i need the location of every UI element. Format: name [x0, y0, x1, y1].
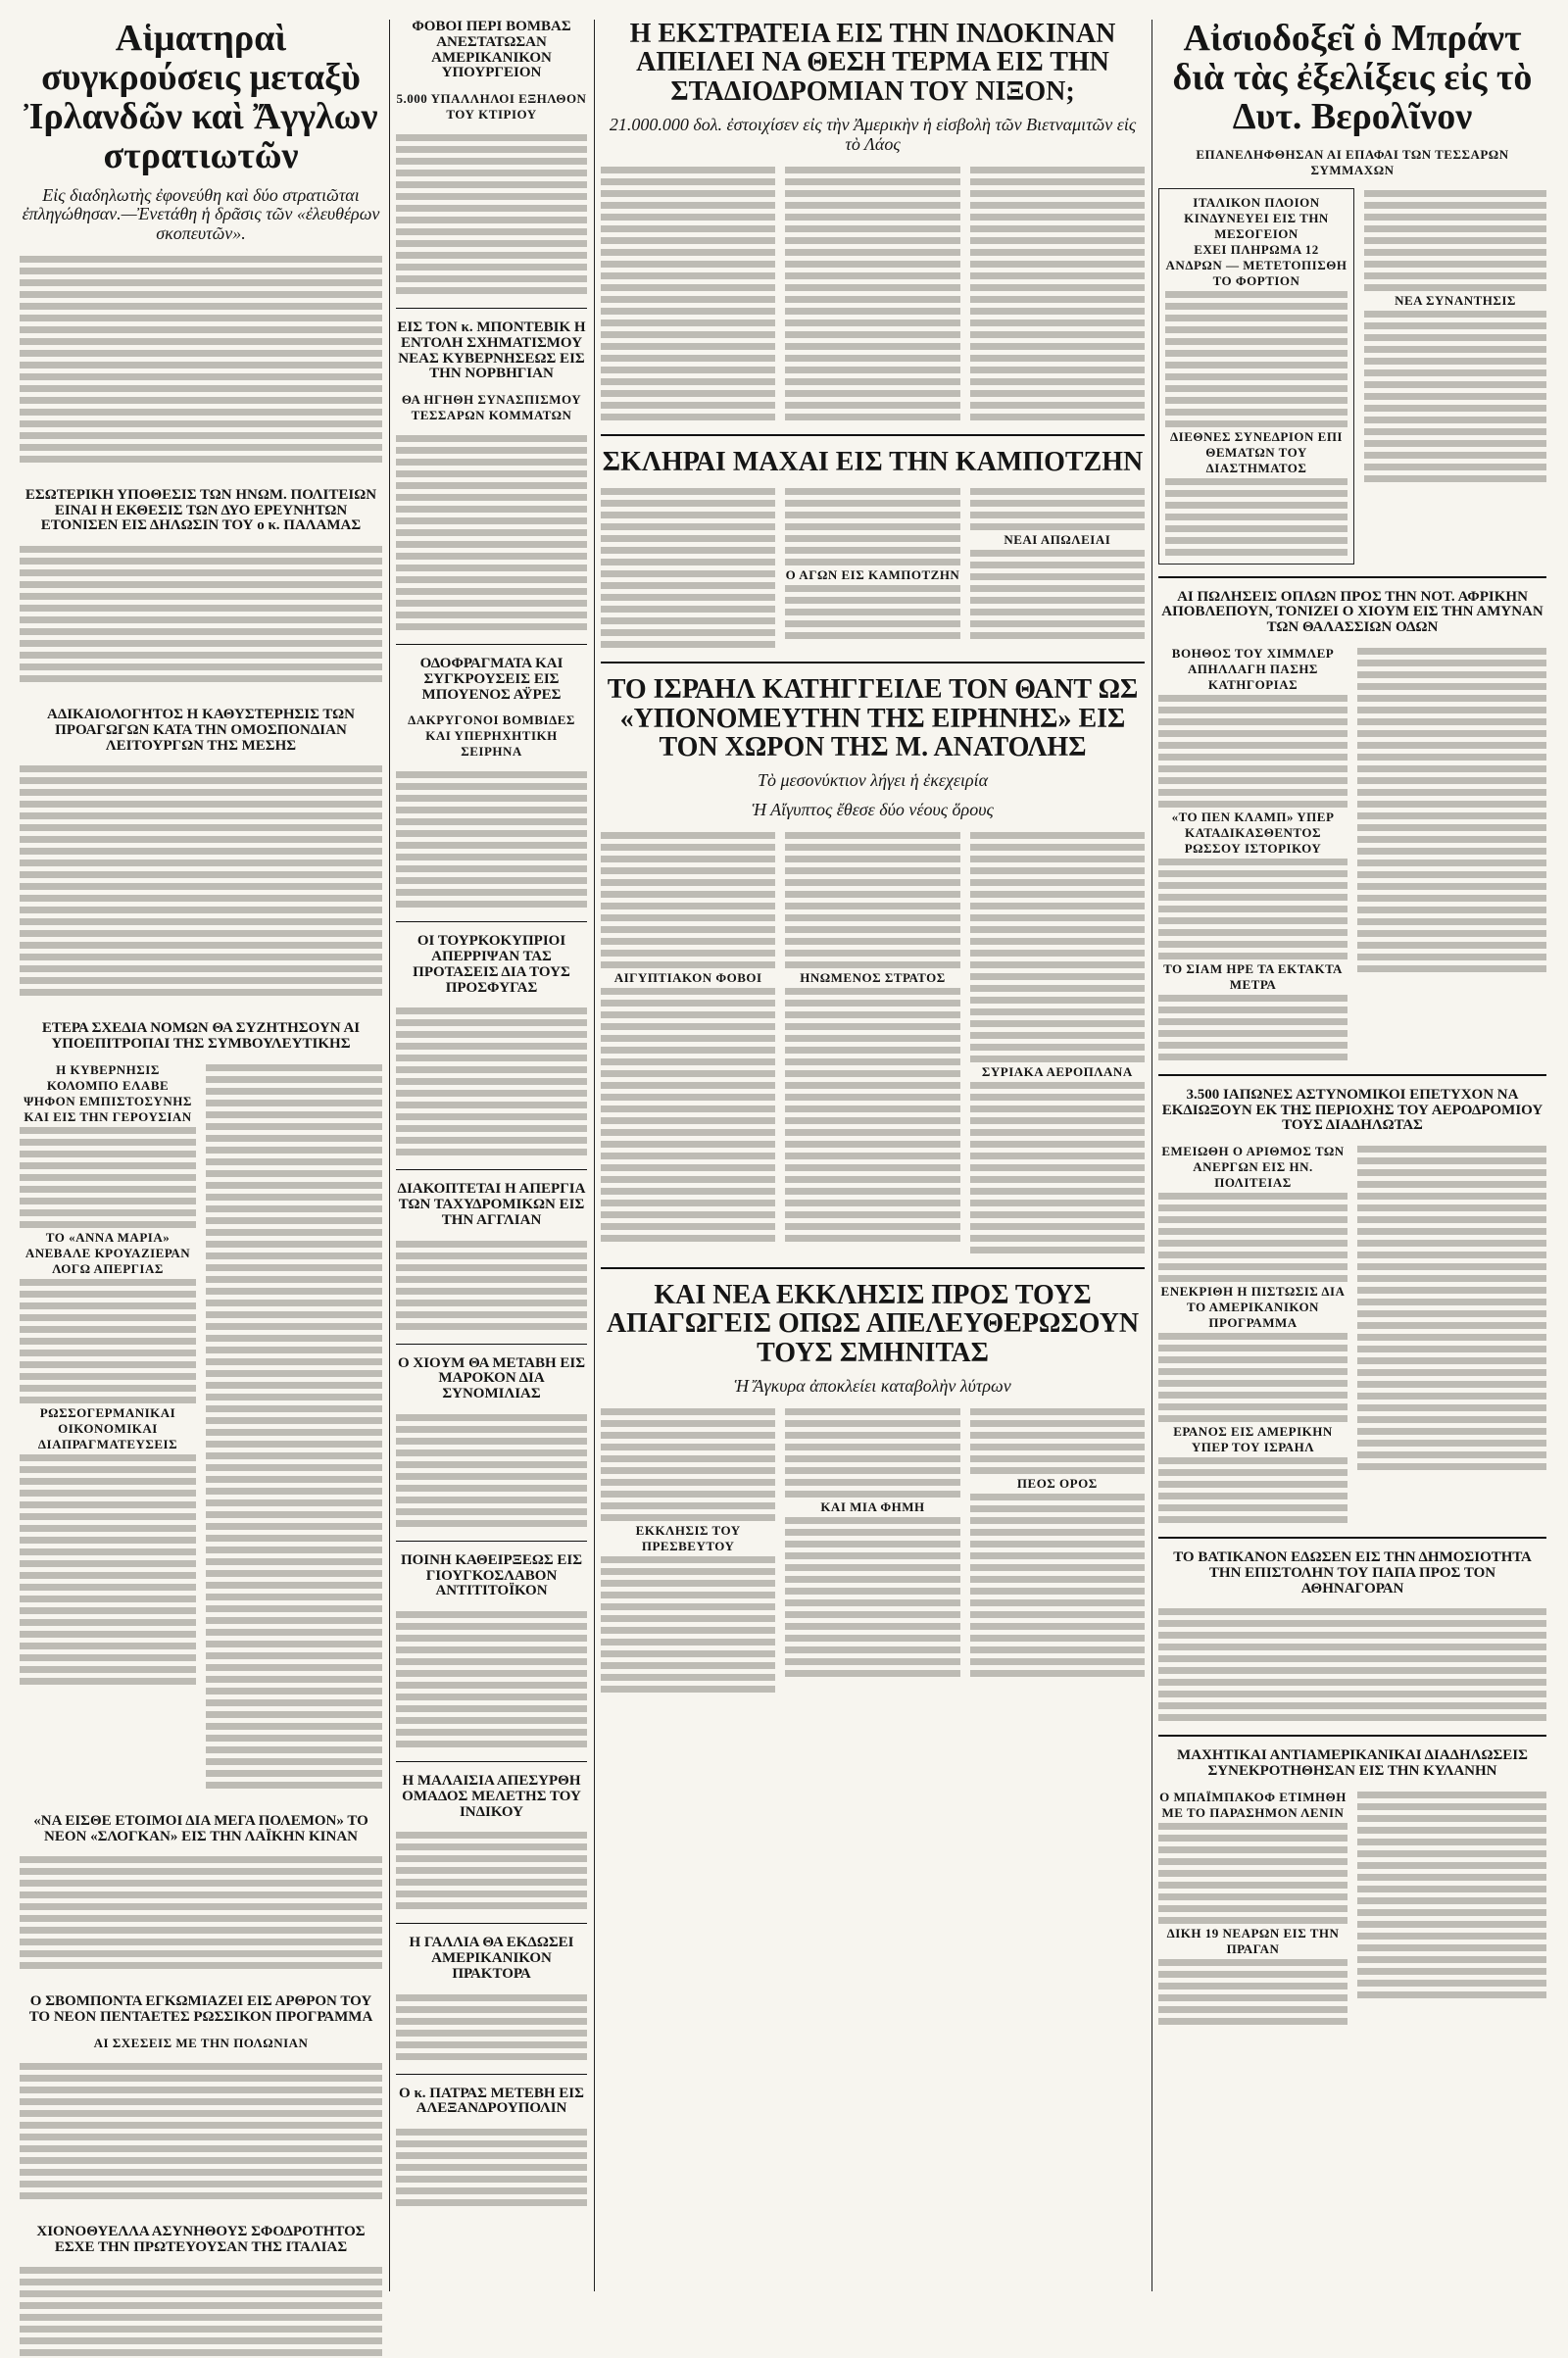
article-body [785, 1515, 959, 1679]
article-body [20, 1452, 196, 1687]
headline-bomb-scare: ΦΟΒΟΙ ΠΕΡΙ ΒΟΜΒΑΣ ΑΝΕΣΤΑΤΩΣΑΝ ΑΜΕΡΙΚΑΝΙΚΟΝ ΥΠΟΥΡΓΕΙΟΝ [412, 19, 571, 81]
article-body [1158, 1455, 1348, 1525]
article-body [785, 1406, 959, 1499]
article-body [396, 1239, 587, 1332]
headline-buenos-aires: ΟΔΟΦΡΑΓΜΑΤΑ ΚΑΙ ΣΥΓΚΡΟΥΣΕΙΣ ΕΙΣ ΜΠΟΥΕΝΟΣ ΑΫΡΕΣ [419, 656, 564, 703]
article-body [20, 1277, 196, 1405]
article-body [1158, 1957, 1348, 2027]
article-body [1158, 1606, 1546, 1723]
headline-baibakov-honored: Ο ΜΠΑΪΜΠΑΚΟΦ ΕΤΙΜΗΘΗ ΜΕ ΤΟ ΠΑΡΑΣΗΜΟΝ ΛΕΝΙΝ [1159, 1789, 1347, 1820]
headline-pen-club: «ΤΟ ΠΕΝ ΚΛΑΜΠ» ΥΠΕΡ ΚΑΤΑΔΙΚΑΣΘΕΝΤΟΣ ΡΩΣΣΟΥ ΙΣΤΟΡΙΚΟΥ [1171, 809, 1335, 856]
headline-egyptian-fears: ΑΙΓΥΠΤΙΑΚΟΝ ΦΟΒΟΙ [613, 969, 762, 985]
headline-colombo-vote: Η ΚΥΒΕΡΝΗΣΙΣ ΚΟΛΟΜΠΟ ΕΛΑΒΕ ΨΗΦΟΝ ΕΜΠΙΣΤΟΣΥΝΗΣ ΚΑΙ ΕΙΣ ΤΗΝ ΓΕΡΟΥΣΙΑΝ [24, 1061, 192, 1124]
headline-home-morocco: Ο ΧΙΟΥΜ ΘΑ ΜΕΤΑΒΗ ΕΙΣ ΜΑΡΟΚΟΝ ΔΙΑ ΣΥΝΟΜΙΛΙΑΣ [397, 1354, 586, 1401]
article-body [20, 2061, 382, 2201]
article-body [785, 583, 959, 641]
article-body [970, 486, 1145, 532]
article-body [1364, 309, 1546, 484]
headline-vatican-letter: ΤΟ ΒΑΤΙΚΑΝΟΝ ΕΔΩΣΕΝ ΕΙΣ ΤΗΝ ΔΗΜΟΣΙΟΤΗΤΑ ΤΗΝ ΕΠΙΣΤΟΛΗΝ ΤΟΥ ΠΑΠΑ ΠΡΟΣ ΤΟΝ ΑΘΗΝΑΓΟΡΑΝ [1173, 1549, 1532, 1597]
article-body [396, 2127, 587, 2208]
headline-siam-measures: ΤΟ ΣΙΑΜ ΗΡΕ ΤΑ ΕΚΤΑΚΤΑ ΜΕΤΡΑ [1163, 960, 1343, 992]
article-body [1158, 857, 1348, 961]
headline-malaysia-study-group: Η ΜΑΛΑΙΣΙΑ ΑΠΕΣΥΡΘΗ ΟΜΑΔΟΣ ΜΕΛΕΤΗΣ ΤΟΥ ΙΝΔΙΚΟΥ [402, 1773, 581, 1820]
headline-turkish-cypriots: ΟΙ ΤΟΥΡΚΟΚΥΠΡΙΟΙ ΑΠΕΡΡΙΨΑΝ ΤΑΣ ΠΡΟΤΑΣΕΙΣ ΔΙΑ ΤΟΥΣ ΠΡΟΣΦΥΓΑΣ [413, 933, 570, 996]
article-body [396, 769, 587, 909]
headline-us-report: ΕΣΩΤΕΡΙΚΗ ΥΠΟΘΕΣΙΣ ΤΩΝ ΗΝΩΜ. ΠΟΛΙΤΕΙΩΝ ΕΙΝΑΙ Η ΕΚΘΕΣΙΣ ΤΩΝ ΔΥΟ ΕΡΕΥΝΗΤΩΝ ΕΤΟΝΙΣΕΝ ΕΙΣ ΔΗΛΩΣΙΝ ΤΟΥ ο κ. ΠΑΛΑΜΑΣ [24, 486, 377, 534]
article-body [1364, 188, 1546, 293]
headline-postal-strike: ΔΙΑΚΟΠΤΕΤΑΙ Η ΑΠΕΡΓΙΑ ΤΩΝ ΤΑΧΥΔΡΟΜΙΚΩΝ ΕΙΣ ΤΗΝ ΑΓΓΛΙΑΝ [397, 1181, 586, 1228]
headline-credit-approved: ΕΝΕΚΡΙΘΗ Η ΠΙΣΤΩΣΙΣ ΔΙΑ ΤΟ ΑΜΕΡΙΚΑΝΙΚΟΝ ΠΡΟΓΡΑΜΜΑ [1160, 1284, 1346, 1331]
article-body [1357, 1790, 1546, 2027]
article-body [1165, 476, 1348, 558]
headline-new-losses: ΝΕΑΙ ΑΠΩΛΕΙΑΙ [1004, 532, 1111, 548]
subheadline-ceasefire: Τὸ μεσονύκτιον λήγει ἡ ἐκεχειρία [757, 770, 989, 791]
article-body [1158, 1331, 1348, 1424]
headline-space-congress: ΔΙΕΘΝΕΣ ΣΥΝΕΔΡΙΟΝ ΕΠΙ ΘΕΜΑΤΩΝ ΤΟΥ ΔΙΑΣΤΗΜΑΤΟΣ [1170, 428, 1343, 475]
article-body [20, 763, 382, 998]
headline-new-term: ΠΕΟΣ ΟΡΟΣ [1016, 1475, 1098, 1491]
article-body [1158, 693, 1348, 810]
headline-brandt-berlin: Αἰσιοδοξεῖ ὁ Μπράντ διὰ τὰς ἐξελίξεις εἰς τὸ Δυτ. Βερολῖνον [1172, 18, 1533, 137]
article-body [785, 830, 959, 970]
headline-france-extradition: Η ΓΑΛΛΙΑ ΘΑ ΕΚΔΩΣΕΙ ΑΜΕΡΙΚΑΝΙΚΟΝ ΠΡΑΚΤΟΡΑ [409, 1935, 574, 1982]
headline-prague-trial: ΔΙΚΗ 19 ΝΕΑΡΩΝ ΕΙΣ ΤΗΝ ΠΡΑΓΑΝ [1166, 1925, 1340, 1956]
article-body [396, 433, 587, 632]
headline-rome-snowstorm: ΧΙΟΝΟΘΥΕΛΛΑ ΑΣΥΝΗΘΟΥΣ ΣΦΟΔΡΟΤΗΤΟΣ ΕΣΧΕ ΤΗΝ ΠΡΩΤΕΥΟΥΣΑΝ ΤΗΣ ΙΤΑΛΙΑΣ [36, 2223, 366, 2255]
article-body [970, 1406, 1145, 1476]
article-body [1165, 289, 1348, 429]
article-body [785, 986, 959, 1244]
headline-anna-maria: ΤΟ «ΑΝΝΑ ΜΑΡΙΑ» ΑΝΕΒΑΛΕ ΚΡΟΥΑΖΙΕΡΑΝ ΛΟΓΩ ΑΠΕΡΓΙΑΣ [24, 1229, 191, 1276]
article-body [601, 165, 775, 422]
article-body [20, 1125, 196, 1230]
headline-yugoslav-sentence: ΠΟΙΝΗ ΚΑΘΕΙΡΞΕΩΣ ΕΙΣ ΓΙΟΥΓΚΟΣΛΑΒΟΝ ΑΝΤΙΤΙΤΟΪΚΟΝ [400, 1551, 583, 1599]
newspaper-page [20, 20, 1548, 2291]
headline-japan-police: 3.500 ΙΑΠΩΝΕΣ ΑΣΤΥΝΟΜΙΚΟΙ ΕΠΕΤΥΧΟΝ ΝΑ ΕΚΔΙΩΞΟΥΝ ΕΚ ΤΗΣ ΠΕΡΙΟΧΗΣ ΤΟΥ ΑΕΡΟΔΡΟΜΙΟΥ ΤΟΥΣ ΔΙΑΔΗΛΩΤΑΣ [1161, 1086, 1544, 1134]
article-body [970, 548, 1145, 641]
headline-united-army: ΗΝΩΜΕΝΟΣ ΣΤΡΑΤΟΣ [800, 969, 946, 985]
headline-cambodia-struggle: Ο ΑΓΩΝ ΕΙΣ ΚΑΜΠΟΤΖΗΝ [785, 567, 960, 583]
article-body [396, 132, 587, 296]
article-body [601, 1406, 775, 1523]
subheadline-bomb-scare: 5.000 ΥΠΑΛΛΗΛΟΙ ΕΞΗΛΘΟΝ ΤΟΥ ΚΤΙΡΙΟΥ [396, 91, 587, 122]
column-1 [20, 20, 382, 2291]
subheadline-norway-coalition: ΘΑ ΗΓΗΘΗ ΣΥΝΑΣΠΙΣΜΟΥ ΤΕΣΣΑΡΩΝ ΚΟΜΜΑΤΩΝ [401, 392, 582, 422]
article-body [206, 1062, 382, 1791]
article-body [1158, 1821, 1348, 1926]
column-2 [396, 20, 587, 2291]
article-body [20, 2265, 382, 2358]
headline-russo-german: ΡΩΣΣΟΓΕΡΜΑΝΙΚΑΙ ΟΙΚΟΝΟΜΙΚΑΙ ΔΙΑΠΡΑΓΜΑΤΕΥΣΕΙΣ [37, 1404, 178, 1451]
headline-promotions-delay: ΑΔΙΚΑΙΟΛΟΓΗΤΟΣ Η ΚΑΘΥΣΤΕΡΗΣΙΣ ΤΩΝ ΠΡΟΑΓΩΓΩΝ ΚΑΤΑ ΤΗΝ ΟΜΟΣΠΟΝΔΙΑΝ ΛΕΙΤΟΥΡΓΩΝ ΤΗΣ ΜΕΣΗΣ [46, 707, 355, 754]
headline-israel-thant: ΤΟ ΙΣΡΑΗΛ ΚΑΤΗΓΓΕΙΛΕ ΤΟΝ ΘΑΝΤ ΩΣ «ΥΠΟΝΟΜΕΥΤΗΝ ΤΗΣ ΕΙΡΗΝΗΣ» ΕΙΣ ΤΟΝ ΧΩΡΟΝ ΤΗΣ Μ. ΑΝΑΤΟΛΗΣ [607, 674, 1139, 762]
column-3 [601, 20, 1145, 2291]
article-body [396, 1609, 587, 1749]
headline-cambodia-battles: ΣΚΛΗΡΑΙ ΜΑΧΑΙ ΕΙΣ ΤΗΝ ΚΑΜΠΟΤΖΗΝ [602, 446, 1144, 477]
subheadline-no-ransom: Ἡ Ἄγκυρα ἀποκλείει καταβολὴν λύτρων [734, 1376, 1011, 1397]
italian-ship-box [1158, 188, 1354, 565]
headline-patras-alexandroupolis: Ο κ. ΠΑΤΡΑΣ ΜΕΤΕΒΗ ΕΙΣ ΑΛΕΞΑΝΔΡΟΥΠΟΛΙΝ [399, 2085, 584, 2117]
headline-anti-american-demos: ΜΑΧΗΤΙΚΑΙ ΑΝΤΙΑΜΕΡΙΚΑΝΙΚΑΙ ΔΙΑΔΗΛΩΣΕΙΣ ΣΥΝΕΚΡΟΤΗΘΗΣΑΝ ΕΙΣ ΤΗΝ ΚΥΛΑΝΗΝ [1177, 1747, 1528, 1780]
article-body [1357, 646, 1546, 1062]
article-body [601, 1554, 775, 1695]
article-body [396, 1830, 587, 1911]
headline-one-rumor: ΚΑΙ ΜΙΑ ΦΗΜΗ [820, 1498, 925, 1514]
subheadline-indochina-cost: 21.000.000 δολ. ἐστοιχίσεν εἰς τὴν Ἀμερικὴν ἡ εἰσβολὴ τῶν Βιετναμιτῶν εἰς τὸ Λάος [609, 115, 1137, 154]
article-body [785, 486, 959, 567]
article-body [1158, 993, 1348, 1062]
headline-italian-ship: ΙΤΑΛΙΚΟΝ ΠΛΟΙΟΝ ΚΙΝΔΥΝΕΥΕΙ ΕΙΣ ΤΗΝ ΜΕΣΟΓΕΙΟΝ [1184, 194, 1329, 241]
headline-irish-clashes: Αἱματηραὶ συγκρούσεις μεταξὺ Ἰρλανδῶν καὶ Ἄγγλων στρατιωτῶν [24, 18, 378, 176]
article-body [601, 486, 775, 650]
headline-arms-south-africa: ΑΙ ΠΩΛΗΣΕΙΣ ΟΠΛΩΝ ΠΡΟΣ ΤΗΝ ΝΟΤ. ΑΦΡΙΚΗΝ ΑΠΟΒΛΕΠΟΥΝ, ΤΟΝΙΖΕΙ Ο ΧΙΟΥΜ ΕΙΣ ΤΗΝ ΑΜΥΝΑΝ ΤΩΝ ΘΑΛΑΣΣΙΩΝ ΟΔΩΝ [1161, 588, 1544, 636]
article-body [396, 1006, 587, 1157]
article-body [601, 986, 775, 1244]
headline-indochina-nixon: Η ΕΚΣΤΡΑΤΕΙΑ ΕΙΣ ΤΗΝ ΙΝΔΟΚΙΝΑΝ ΑΠΕΙΛΕΙ ΝΑ ΘΕΣΗ ΤΕΡΜΑ ΕΙΣ ΤΗΝ ΣΤΑΔΙΟΔΡΟΜΙΑΝ ΤΟΥ ΝΙΞΟΝ; [629, 19, 1116, 107]
headline-poland-relations: ΑΙ ΣΧΕΣΕΙΣ ΜΕ ΤΗΝ ΠΟΛΩΝΙΑΝ [93, 2035, 309, 2050]
subheadline-irish-clashes: Εἰς διαδηλωτὴς ἐφονεύθη καὶ δύο στρατιῶται ἐπληγώθησαν.—Ἐνετάθη ἡ δρᾶσις τῶν «ἐλευθέρων σκοπευτῶν». [22, 184, 380, 244]
headline-new-meeting: ΝΕΑ ΣΥΝΑΝΤΗΣΙΣ [1395, 292, 1516, 308]
headline-soviet-plan: Ο ΣΒΟΜΠΟΝΤΑ ΕΓΚΩΜΙΑΖΕΙ ΕΙΣ ΑΡΘΡΟΝ ΤΟΥ ΤΟ ΝΕΟΝ ΠΕΝΤΑΕΤΕΣ ΡΩΣΣΙΚΟΝ ΠΡΟΓΡΑΜΜΑ [28, 1993, 373, 2026]
article-body [785, 165, 959, 422]
headline-china-slogan: «ΝΑ ΕΙΣΘΕ ΕΤΟΙΜΟΙ ΔΙΑ ΜΕΓΑ ΠΟΛΕΜΟΝ» ΤΟ ΝΕΟΝ «ΣΛΟΓΚΑΝ» ΕΙΣ ΤΗΝ ΛΑΪΚΗΝ ΚΙΝΑΝ [33, 1812, 368, 1844]
article-body [20, 254, 382, 465]
headline-israel-fundraising: ΕΡΑΝΟΣ ΕΙΣ ΑΜΕΡΙΚΗΝ ΥΠΕΡ ΤΟΥ ΙΣΡΑΗΛ [1173, 1424, 1333, 1455]
headline-us-unemployment: ΕΜΕΙΩΘΗ Ο ΑΡΙΘΜΟΣ ΤΩΝ ΑΝΕΡΓΩΝ ΕΙΣ ΗΝ. ΠΟΛΙΤΕΙΑΣ [1161, 1144, 1345, 1191]
article-body [396, 1412, 587, 1529]
article-body [1158, 1191, 1348, 1284]
subheadline-buenos-aires: ΔΑΚΡΥΓΟΝΟΙ ΒΟΜΒΙΔΕΣ ΚΑΙ ΥΠΕΡΗΧΗΤΙΚΗ ΣΕΙΡΗΝΑ [408, 712, 575, 760]
column-4 [1158, 20, 1546, 2291]
article-body [970, 165, 1145, 422]
subheadline-italian-ship: ΕΧΕΙ ΠΛΗΡΩΜΑ 12 ΑΝΔΡΩΝ — ΜΕΤΕΤΟΠΙΣΘΗ ΤΟ ΦΟΡΤΙΟΝ [1165, 241, 1348, 288]
headline-norway-government: ΕΙΣ ΤΟΝ κ. ΜΠΟΝΤΕΒΙΚ Η ΕΝΤΟΛΗ ΣΧΗΜΑΤΙΣΜΟΥ ΝΕΑΣ ΚΥΒΕΡΝΗΣΕΩΣ ΕΙΣ ΤΗΝ ΝΟΡΒΗΓΙΑΝ [397, 319, 586, 382]
article-body [601, 830, 775, 970]
article-body [20, 1854, 382, 1971]
article-body [970, 1080, 1145, 1255]
headline-syrian-aircraft: ΣΥΡΙΑΚΑ ΑΕΡΟΠΛΑΝΑ [981, 1063, 1133, 1079]
article-body [396, 1992, 587, 2062]
headline-draft-laws: ΕΤΕΡΑ ΣΧΕΔΙΑ ΝΟΜΩΝ ΘΑ ΣΥΖΗΤΗΣΟΥΝ ΑΙ ΥΠΟΕΠΙΤΡΟΠΑΙ ΤΗΣ ΣΥΜΒΟΥΛΕΥΤΙΚΗΣ [41, 1020, 361, 1053]
article-body [970, 830, 1145, 1064]
headline-himmler-aide: ΒΟΗΘΟΣ ΤΟΥ ΧΙΜΜΛΕΡ ΑΠΗΛΛΑΓΗ ΠΑΣΗΣ ΚΑΤΗΓΟΡΙΑΣ [1171, 645, 1335, 692]
article-body [970, 1492, 1145, 1679]
article-body [20, 544, 382, 684]
headline-kidnappers-appeal: ΚΑΙ ΝΕΑ ΕΚΚΛΗΣΙΣ ΠΡΟΣ ΤΟΥΣ ΑΠΑΓΩΓΕΙΣ ΟΠΩΣ ΑΠΕΛΕΥΘΕΡΩΣΟΥΝ ΤΟΥΣ ΣΜΗΝΙΤΑΣ [606, 1279, 1140, 1368]
subheadline-four-allies: ΕΠΑΝΕΛΗΦΘΗΣΑΝ ΑΙ ΕΠΑΦΑΙ ΤΩΝ ΤΕΣΣΑΡΩΝ ΣΥΜΜΑΧΩΝ [1196, 146, 1509, 177]
headline-ambassador-appeal: ΕΚΚΛΗΣΙΣ ΤΟΥ ΠΡΕΣΒΕΥΤΟΥ [635, 1522, 741, 1553]
subheadline-egypt-terms: Ἡ Αἴγυπτος ἔθεσε δύο νέους ὅρους [752, 800, 994, 820]
article-body [1357, 1144, 1546, 1525]
